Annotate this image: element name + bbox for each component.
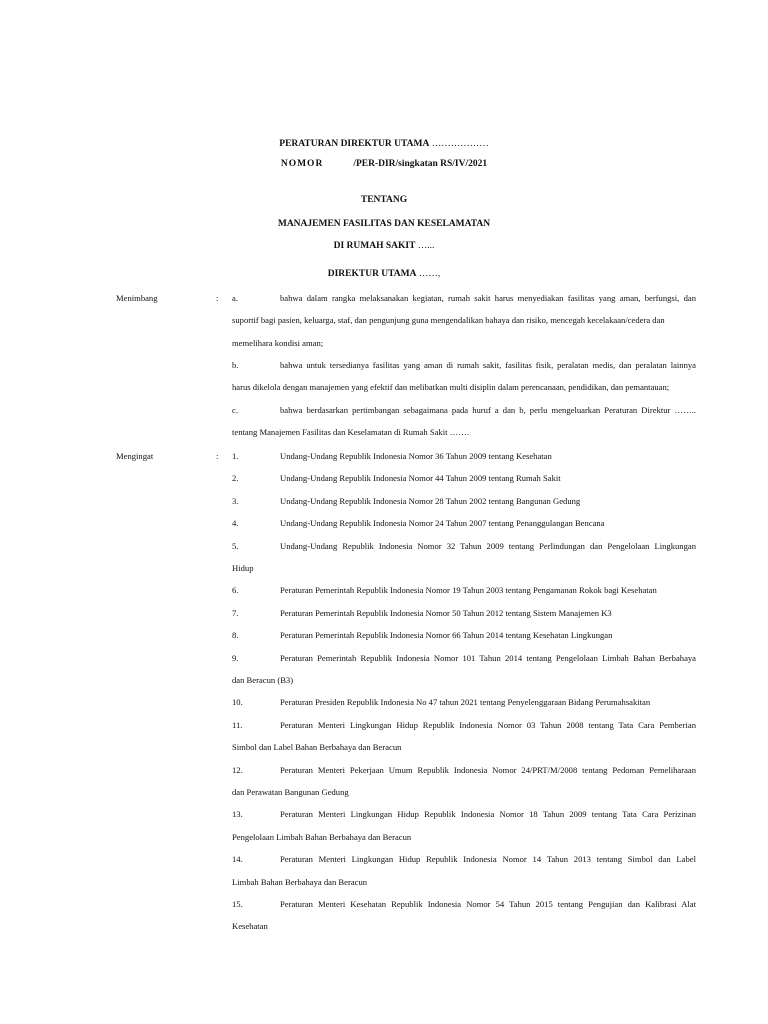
clause-text: Peraturan Menteri Lingkungan Hidup Republik Indonesia Nomor 18 Tahun 2009 tentang Tata Cara Perizinan [280, 809, 696, 820]
regulation-title [0, 138, 768, 150]
clause-marker: 5. [232, 540, 239, 551]
clause-text: Peraturan Menteri Pekerjaan Umum Republik Indonesia Nomor 24/PRT/M/2008 tentang Pedoman Pemeliharaan [280, 764, 696, 775]
clause-marker: 12. [232, 764, 243, 775]
mengingat-colon: : [216, 451, 219, 461]
clause-text: Peraturan Pemerintah Republik Indonesia Nomor 50 Tahun 2012 tentang Sistem Manajemen K3 [280, 607, 612, 618]
clause-marker: 7. [232, 607, 239, 618]
clause-text: Peraturan Menteri Kesehatan Republik Indonesia Nomor 54 Tahun 2015 tentang Pengujian dan Kalibrasi Alat [280, 899, 696, 909]
clause-text-continued: Pengelolaan Limbah Bahan Berbahaya dan Beracun [232, 831, 412, 842]
clause-text: Peraturan Menteri Lingkungan Hidup Republik Indonesia Nomor 14 Tahun 2013 tentang Simbol dan Label [280, 854, 696, 865]
clause-marker: 10. [232, 697, 243, 708]
regulation-title-bold: PERATURAN DIREKTUR UTAMA [279, 139, 430, 149]
clause-text-continued: memelihara kondisi aman; [232, 337, 324, 348]
clause-text-continued: dan Beracun (B3) [232, 674, 294, 685]
clause-marker: 1. [232, 451, 239, 461]
clause-text: Peraturan Presiden Republik Indonesia No 47 tahun 2021 tentang Penyelenggaraan Bidang Perumahsakitan [280, 697, 651, 708]
clause-text-continued: Simbol dan Label Bahan Berbahaya dan Beracun [232, 742, 402, 753]
director-heading [0, 268, 768, 280]
clause-marker: 13. [232, 809, 243, 820]
clause-text: bahwa berdasarkan pertimbangan sebagaimana pada huruf a dan b, perlu mengeluarkan Peraturan Direktur …….. [280, 404, 696, 415]
regulation-title-tail: ……………… [429, 139, 489, 149]
mengingat-label: Mengingat [116, 451, 154, 461]
nomor-label: NOMOR [280, 159, 324, 169]
clause-text: Undang-Undang Republik Indonesia Nomor 24 Tahun 2007 tentang Penanggulangan Bencana [280, 518, 605, 529]
clause-text-continued: tentang Manajemen Fasilitas dan Keselamatan di Rumah Sakit ……. [232, 426, 469, 437]
clause-text: Undang-Undang Republik Indonesia Nomor 44 Tahun 2009 tentang Rumah Sakit [280, 473, 561, 484]
clause-text: bahwa dalam rangka melaksanakan kegiatan, rumah sakit harus menyediakan fasilitas yang aman, berfungsi, dan [280, 293, 696, 303]
clause-text-continued: harus dikelola dengan manajemen yang efektif dan melibatkan multi disiplin dalam perencanaan, pendidikan, dan pemantauan; [232, 382, 670, 393]
menimbang-label: Menimbang [116, 293, 158, 303]
clause-text: Undang-Undang Republik Indonesia Nomor 36 Tahun 2009 tentang Kesehatan [280, 451, 552, 461]
clause-marker: 3. [232, 495, 239, 506]
clause-marker: 14. [232, 854, 243, 865]
clause-marker: 4. [232, 518, 239, 529]
clause-text: Peraturan Menteri Lingkungan Hidup Republik Indonesia Nomor 03 Tahun 2008 tentang Tata Cara Pemberian [280, 719, 696, 730]
tentang-heading: TENTANG [360, 195, 408, 205]
clause-text-continued: Limbah Bahan Berbahaya dan Beracun [232, 876, 368, 887]
clause-marker: 2. [232, 473, 239, 484]
nomor-value: /PER-DIR/singkatan RS/IV/2021 [353, 159, 488, 169]
clause-text: Undang-Undang Republik Indonesia Nomor 32 Tahun 2009 tentang Perlindungan dan Pengelolaan Lingkungan [280, 540, 696, 551]
menimbang-colon: : [216, 293, 219, 303]
clause-text: Peraturan Pemerintah Republik Indonesia Nomor 101 Tahun 2014 tentang Pengelolaan Limbah Bahan Berbahaya [280, 652, 696, 663]
clause-marker: 11. [232, 719, 243, 730]
clause-marker: c. [232, 404, 238, 415]
clause-text-continued: dan Perawatan Bangunan Gedung [232, 786, 349, 797]
subject-line-2-tail: …... [415, 241, 435, 251]
subject-line-1: MANAJEMEN FASILITAS DAN KESELAMATAN [277, 219, 491, 229]
clause-text: Peraturan Pemerintah Republik Indonesia Nomor 19 Tahun 2003 tentang Pengamanan Rokok bagi Kesehatan [280, 585, 657, 596]
clause-text: Undang-Undang Republik Indonesia Nomor 28 Tahun 2002 tentang Bangunan Gedung [280, 495, 581, 506]
clause-marker: 8. [232, 630, 239, 641]
clause-marker: a. [232, 293, 238, 303]
clause-marker: b. [232, 359, 239, 370]
clause-marker: 9. [232, 652, 239, 663]
clause-text-continued: Kesehatan [232, 921, 268, 932]
subject-line-2 [0, 240, 768, 252]
director-bold: DIREKTUR UTAMA [327, 269, 417, 279]
director-tail: ……, [416, 269, 441, 279]
clause-text-continued: Hidup [232, 562, 254, 573]
clause-text: Peraturan Pemerintah Republik Indonesia Nomor 66 Tahun 2014 tentang Kesehatan Lingkungan [280, 630, 613, 641]
regulation-number [0, 158, 768, 170]
clause-text: bahwa untuk tersedianya fasilitas yang aman di rumah sakit, fasilitas fisik, peralatan medis, dan peralatan lainnya [280, 359, 696, 370]
clause-text-continued: suportif bagi pasien, keluarga, staf, dan pengunjung guna mengendalikan bahaya dan risiko, mencegah kecelakaan/cedera dan [232, 315, 665, 326]
clause-marker: 6. [232, 585, 239, 596]
subject-line-2-bold: DI RUMAH SAKIT [333, 241, 416, 251]
clause-marker: 15. [232, 899, 243, 909]
